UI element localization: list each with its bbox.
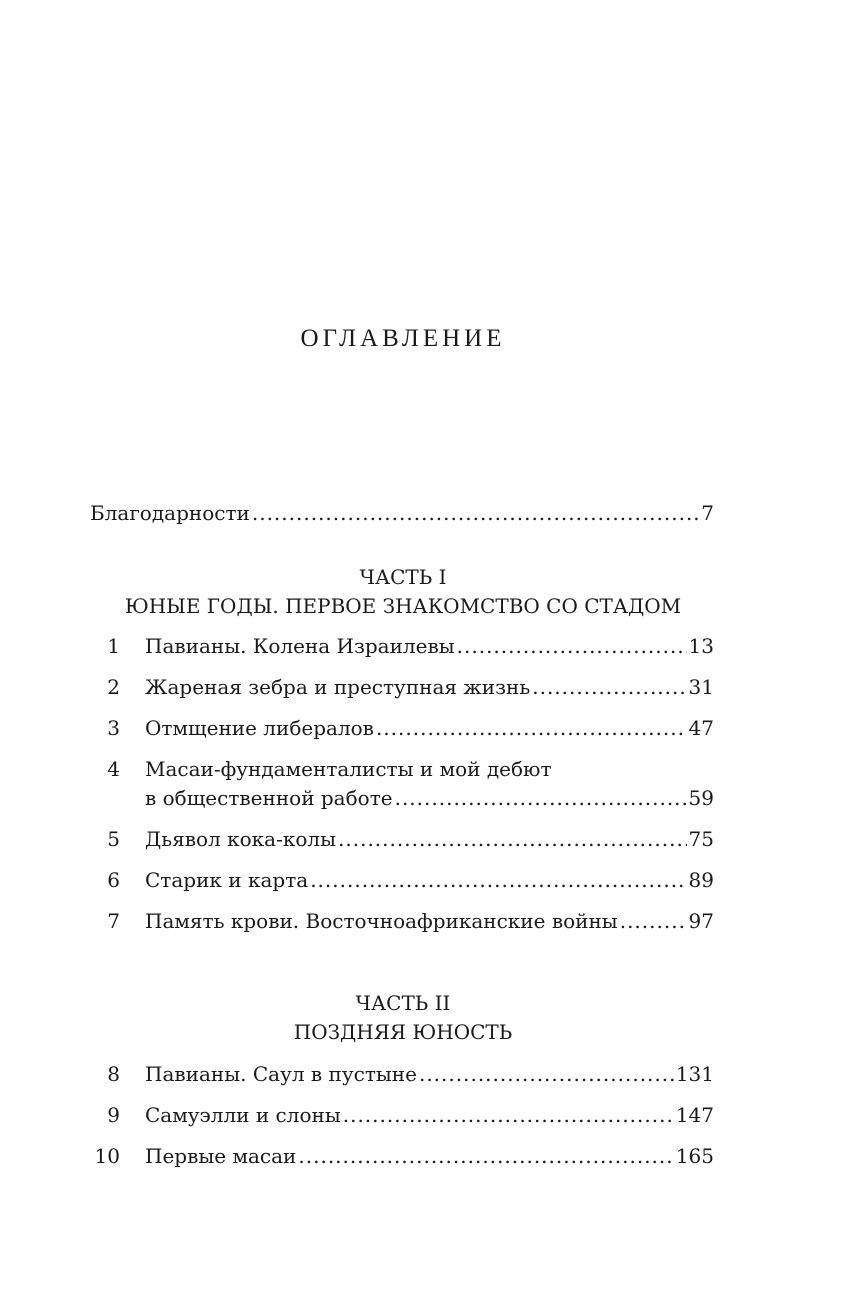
dot-leader xyxy=(457,634,687,658)
entry-title: Павианы. Саул в пустыне xyxy=(145,1062,417,1086)
dot-leader xyxy=(252,501,699,525)
dot-leader xyxy=(532,675,686,699)
entry-title-line2: в общественной работе xyxy=(145,786,393,810)
entry-title: Старик и карта xyxy=(145,868,309,892)
chapter-number: 9 xyxy=(107,1103,120,1127)
page-number: 97 xyxy=(688,909,714,933)
entry-title: Память крови. Восточноафриканские войны xyxy=(145,909,618,933)
dot-leader xyxy=(343,1103,674,1127)
toc-entry[interactable] xyxy=(145,1144,714,1168)
page-number: 59 xyxy=(688,786,714,810)
toc-entry[interactable] xyxy=(145,786,714,810)
page-number: 13 xyxy=(688,634,714,658)
chapter-number: 1 xyxy=(107,634,120,658)
part-label: ЧАСТЬ II xyxy=(355,991,451,1015)
entry-title: Самуэлли и слоны xyxy=(145,1103,341,1127)
chapter-number: 8 xyxy=(107,1062,120,1086)
page-number: 147 xyxy=(675,1103,714,1127)
chapter-number: 4 xyxy=(107,757,120,781)
chapter-number: 7 xyxy=(107,909,120,933)
page-number: 47 xyxy=(688,716,714,740)
entry-title: Благодарности xyxy=(90,501,250,525)
page-number: 31 xyxy=(688,675,714,699)
entry-title: Жареная зебра и преступная жизнь xyxy=(145,675,531,699)
dot-leader xyxy=(338,827,687,851)
chapter-number: 6 xyxy=(107,868,120,892)
chapter-number: 2 xyxy=(107,675,120,699)
part-label: ЧАСТЬ I xyxy=(359,565,447,589)
dot-leader xyxy=(620,909,687,933)
entry-title: Павианы. Колена Израилевы xyxy=(145,634,455,658)
entry-title-line1[interactable]: Масаи-фундаменталисты и мой дебют xyxy=(145,757,552,781)
entry-title: Первые масаи xyxy=(145,1144,297,1168)
entry-title: Дьявол кока-колы xyxy=(145,827,337,851)
page-title: ОГЛАВЛЕНИЕ xyxy=(300,325,506,352)
page-number: 89 xyxy=(688,868,714,892)
page-number: 75 xyxy=(688,827,714,851)
page-number: 131 xyxy=(675,1062,714,1086)
toc-entry[interactable] xyxy=(145,1103,714,1127)
toc-entry[interactable] xyxy=(145,716,714,740)
dot-leader xyxy=(419,1062,674,1086)
toc-entry[interactable] xyxy=(145,909,714,933)
chapter-number: 5 xyxy=(107,827,120,851)
entry-title: Отмщение либералов xyxy=(145,716,374,740)
dot-leader xyxy=(310,868,686,892)
toc-entry[interactable] xyxy=(145,1062,714,1086)
page-number: 7 xyxy=(701,501,714,525)
dot-leader xyxy=(395,786,687,810)
part-subtitle: ЮНЫЕ ГОДЫ. ПЕРВОЕ ЗНАКОМСТВО СО СТАДОМ xyxy=(124,594,682,618)
dot-leader xyxy=(298,1144,673,1168)
chapter-number: 10 xyxy=(94,1144,120,1168)
toc-entry[interactable] xyxy=(145,634,714,658)
toc-entry-acknowledgements[interactable] xyxy=(90,501,714,525)
page-number: 165 xyxy=(675,1144,714,1168)
chapter-number: 3 xyxy=(107,716,120,740)
toc-entry[interactable] xyxy=(145,827,714,851)
toc-entry[interactable] xyxy=(145,675,714,699)
toc-entry[interactable] xyxy=(145,868,714,892)
part-subtitle: ПОЗДНЯЯ ЮНОСТЬ xyxy=(293,1020,513,1044)
dot-leader xyxy=(376,716,687,740)
